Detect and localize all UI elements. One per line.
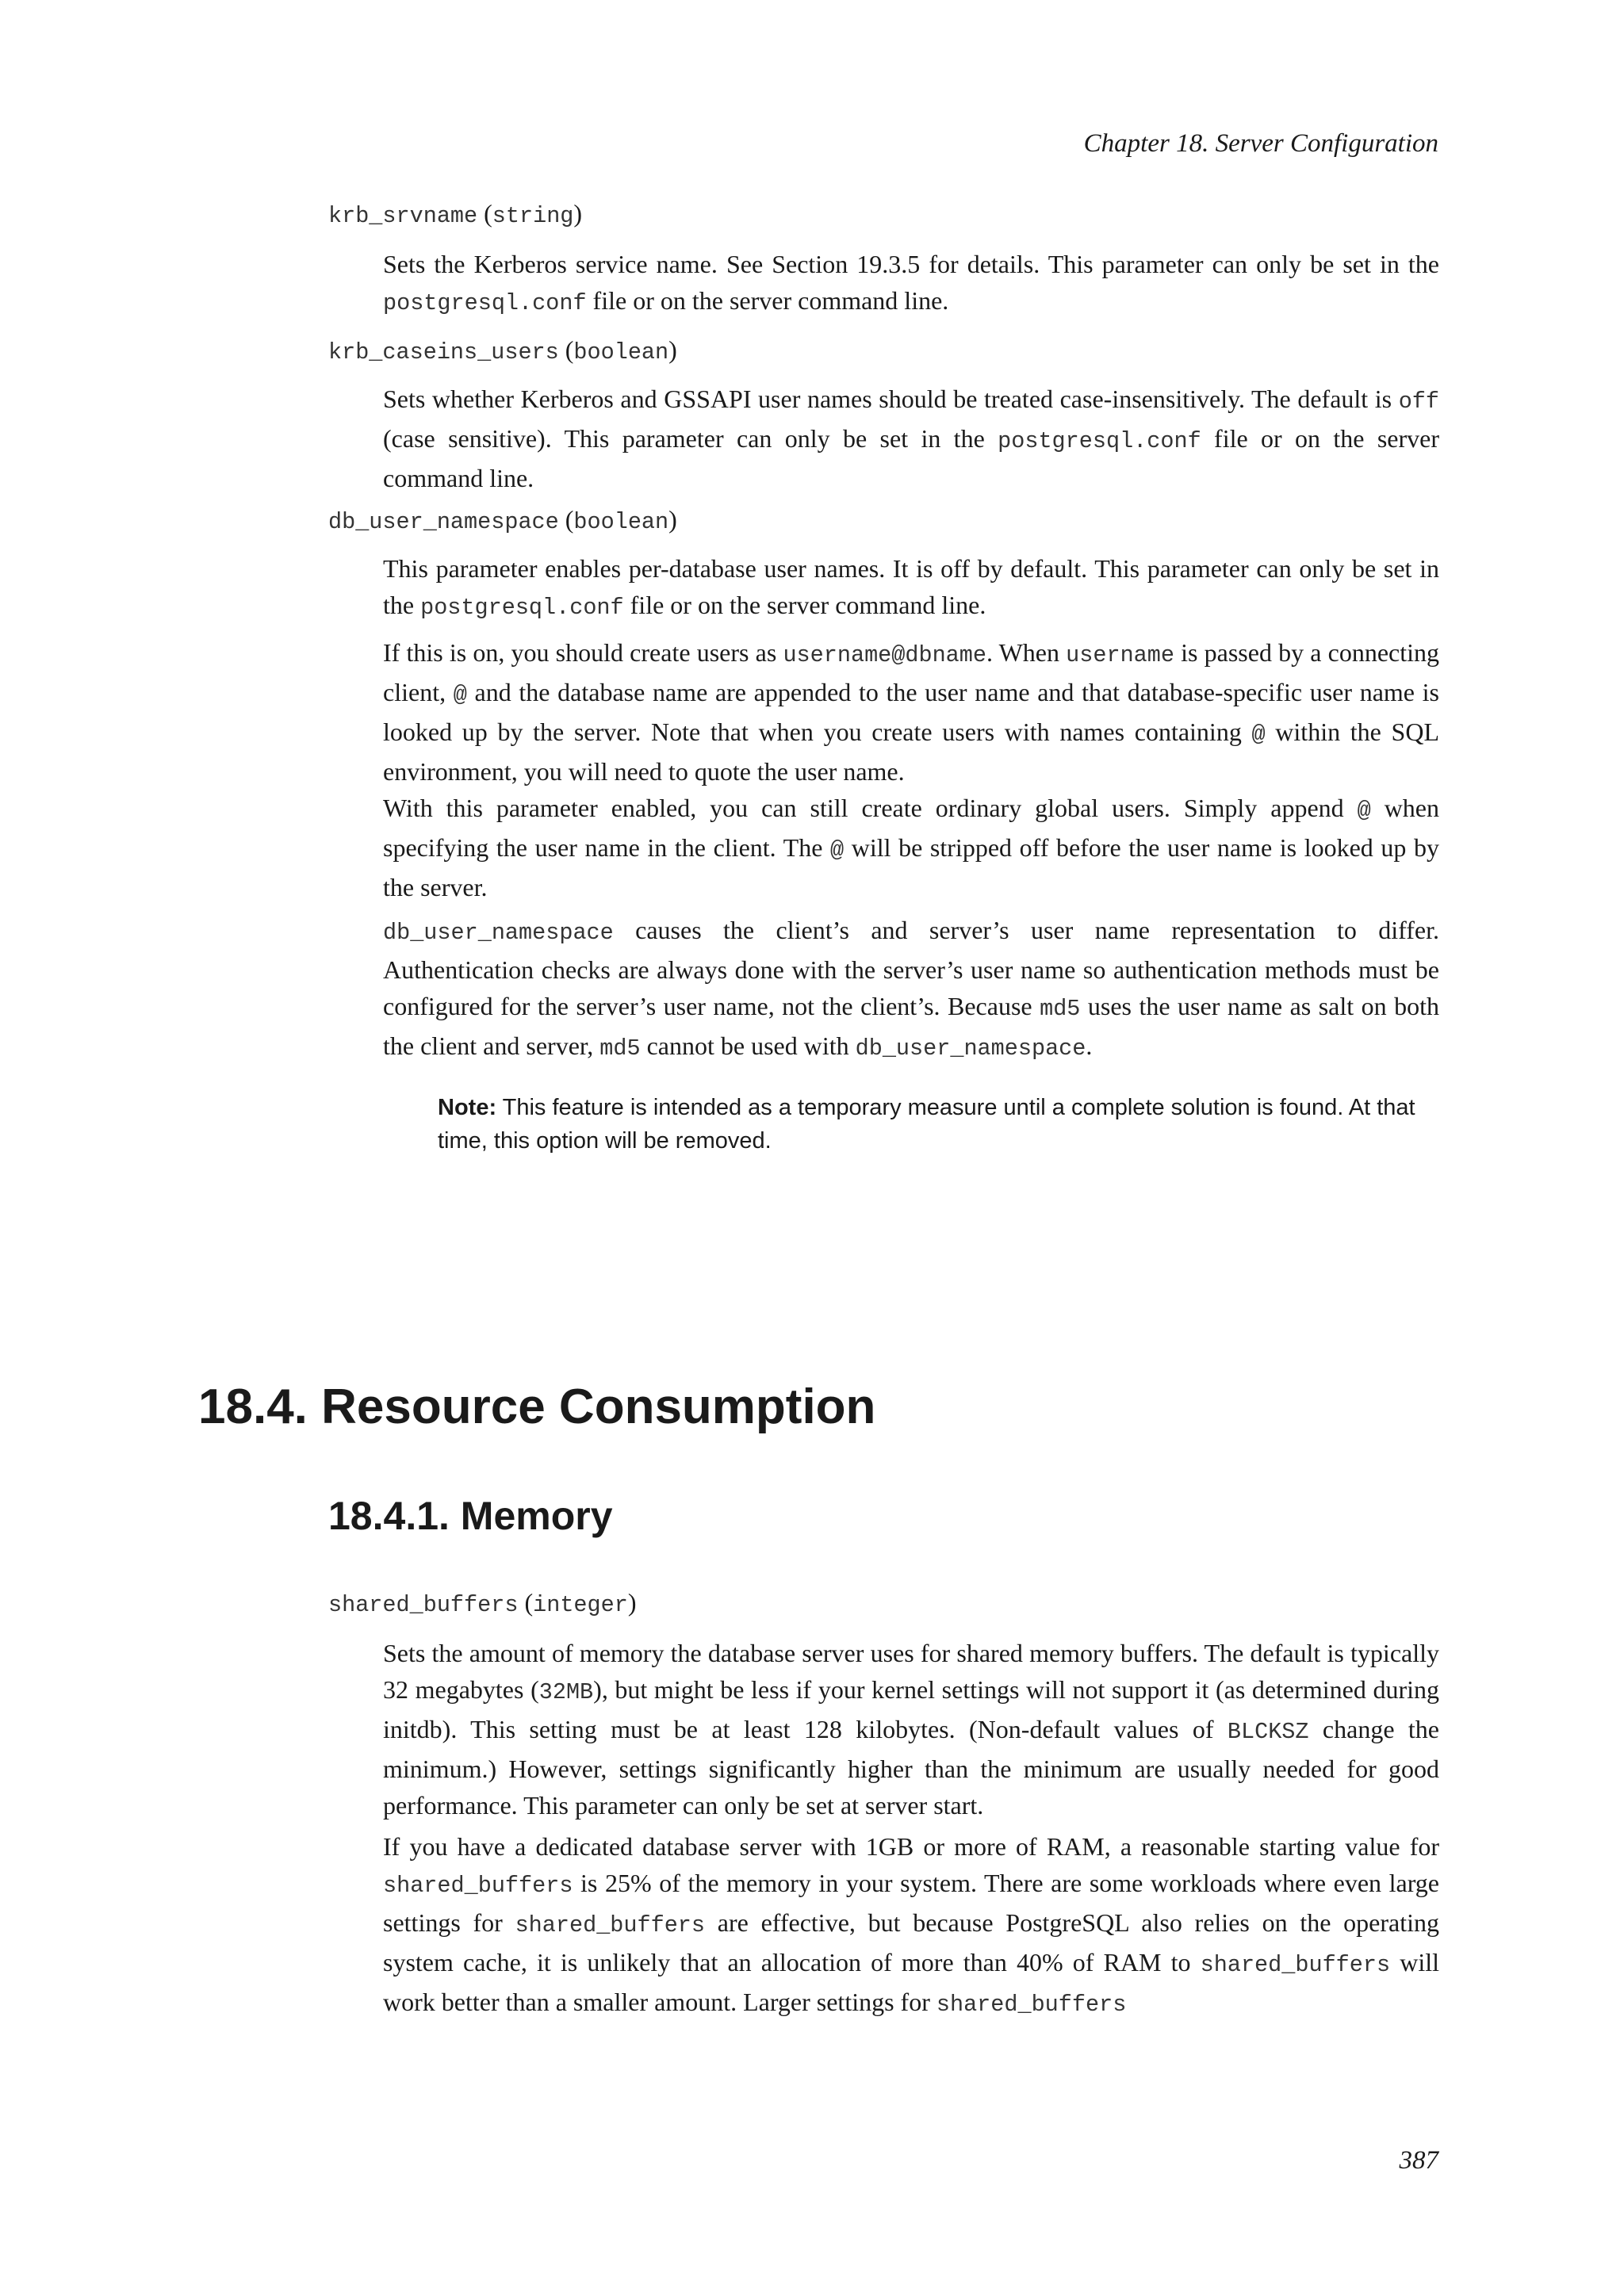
- code-run: off: [1398, 388, 1439, 415]
- param-term-krb-caseins-users: krb_caseins_users (boolean): [328, 335, 677, 365]
- text-run: Sets the amount of memory the database server uses for shared memory buffers. The default is typically 32 megabytes (: [383, 1639, 1439, 1704]
- paragraph-db-user-namespace-1: [383, 550, 1439, 626]
- param-name: shared_buffers: [328, 1592, 519, 1618]
- text-run: file or on the server command line.: [383, 424, 1440, 492]
- text-run: (case sensitive). This parameter can only be set in the: [383, 424, 998, 453]
- note-text: This feature is intended as a temporary measure until a complete solution is found. At that time, this option will be removed.: [438, 1095, 1415, 1154]
- text-run: are effective, but because PostgreSQL also relies on the operating system cache, it is unlikely that an allocation of more than 40% of RAM to: [383, 1908, 1440, 1976]
- code-run: username: [1066, 642, 1174, 668]
- paragraph-db-user-namespace-4: [383, 912, 1439, 1067]
- text-run: is passed by a connecting client,: [383, 638, 1440, 706]
- paragraph-db-user-namespace-2: [383, 634, 1439, 790]
- param-type: boolean: [573, 339, 669, 365]
- code-run: postgresql.conf: [420, 595, 624, 621]
- code-run: username@dbname: [783, 642, 986, 668]
- section-heading: 18.4. Resource Consumption: [198, 1380, 876, 1434]
- text-run: If this is on, you should create users as: [383, 638, 783, 667]
- text-run: change the minimum.) However, settings significantly higher than the minimum are usually needed for good performance. This parameter can only be set at server start.: [383, 1715, 1440, 1820]
- code-run: @: [1251, 721, 1266, 748]
- code-run: @: [830, 837, 845, 863]
- code-run: shared_buffers: [936, 1992, 1127, 2018]
- code-run: BLCKSZ: [1227, 1719, 1309, 1745]
- text-run: This parameter enables per-database user names. It is off by default. This parameter can only be set in the: [383, 554, 1439, 619]
- code-run: @: [1357, 798, 1371, 824]
- code-run: md5: [1040, 996, 1081, 1022]
- text-run: uses the user name as salt on both the client and server,: [383, 992, 1440, 1060]
- paragraph-krb-srvname: [383, 246, 1439, 322]
- param-type: boolean: [573, 509, 669, 535]
- text-run: cannot be used with: [640, 1031, 856, 1060]
- paragraph-shared-buffers-2: [383, 1828, 1439, 2023]
- param-type: integer: [533, 1592, 628, 1618]
- code-run: shared_buffers: [1200, 1952, 1391, 1978]
- text-run: file or on the server command line.: [623, 591, 986, 619]
- text-run: will work better than a smaller amount. Larger settings for: [383, 1948, 1440, 2016]
- param-name: db_user_namespace: [328, 509, 559, 535]
- code-run: db_user_namespace: [383, 920, 614, 946]
- text-run: within the SQL environment, you will need to quote the user name.: [383, 718, 1440, 786]
- code-run: 32MB: [538, 1679, 594, 1705]
- param-term-db-user-namespace: db_user_namespace (boolean): [328, 505, 677, 535]
- text-run: . When: [986, 638, 1067, 667]
- text-run: and the database name are appended to the user name and that database-specific user name is looked up by the server. Note that when you create users with names containing: [383, 678, 1440, 746]
- text-run: .: [1086, 1031, 1093, 1060]
- paragraph-krb-caseins-users: [383, 381, 1439, 496]
- text-run: is 25% of the memory in your system. There are some workloads where even large settings for: [383, 1869, 1439, 1937]
- paragraph-db-user-namespace-3: [383, 790, 1439, 905]
- param-term-krb-srvname: krb_srvname (string): [328, 199, 583, 229]
- text-run: Sets whether Kerberos and GSSAPI user names should be treated case-insensitively. The default is: [383, 385, 1399, 413]
- code-run: @: [453, 682, 467, 708]
- text-run: file or on the server command line.: [586, 286, 949, 315]
- text-run: ), but might be less if your kernel settings will not support it (as determined during initdb). This setting must be at least 128 kilobytes. (Non-default values of: [383, 1675, 1440, 1743]
- text-run: will be stripped off before the user name is looked up by the server.: [383, 833, 1440, 901]
- code-run: md5: [599, 1035, 641, 1062]
- note-block: [438, 1091, 1438, 1158]
- code-run: db_user_namespace: [855, 1035, 1086, 1062]
- code-run: postgresql.conf: [998, 428, 1201, 454]
- code-run: shared_buffers: [515, 1912, 706, 1938]
- param-type: string: [492, 203, 574, 229]
- code-run: postgresql.conf: [383, 290, 587, 316]
- text-run: With this parameter enabled, you can still create ordinary global users. Simply append: [383, 794, 1358, 822]
- text-run: If you have a dedicated database server with 1GB or more of RAM, a reasonable starting value for: [383, 1832, 1439, 1861]
- code-run: shared_buffers: [383, 1873, 573, 1899]
- paragraph-shared-buffers-1: [383, 1635, 1439, 1823]
- note-label: Note:: [438, 1095, 497, 1120]
- param-name: krb_caseins_users: [328, 339, 559, 365]
- text-run: causes the client’s and server’s user name representation to differ. Authentication checks are always done with the server’s user name so authentication methods must be configured for the server’s user name, not the client’s. Because: [383, 916, 1439, 1020]
- text-run: when specifying the user name in the client. The: [383, 794, 1440, 862]
- page-number: 387: [1399, 2146, 1438, 2175]
- param-name: krb_srvname: [328, 203, 478, 229]
- text-run: Sets the Kerberos service name. See Section 19.3.5 for details. This parameter can only be set in the: [383, 250, 1439, 278]
- running-header: Chapter 18. Server Configuration: [1083, 129, 1438, 158]
- param-term-shared-buffers: shared_buffers (integer): [328, 1588, 637, 1618]
- subsection-heading: 18.4.1. Memory: [328, 1494, 613, 1538]
